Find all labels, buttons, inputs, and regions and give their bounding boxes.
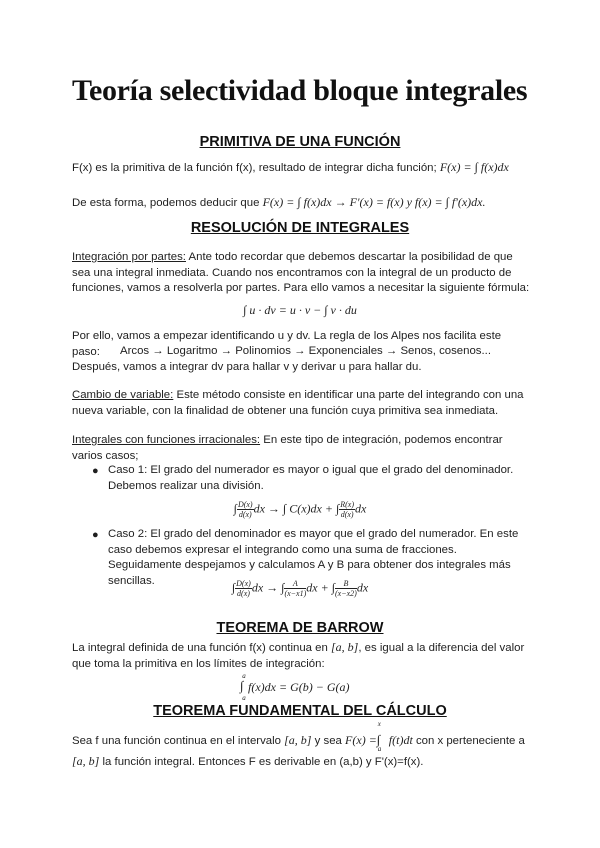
alpes-after: Después, vamos a integrar dv para hallar v y derivar u para hallar du. xyxy=(72,361,422,373)
fraction-denominator: d(x) xyxy=(237,589,250,598)
integral-sign-icon: ∫ xyxy=(376,732,381,747)
cambio-paragraph xyxy=(72,388,532,419)
fraction-numerator: D(x) xyxy=(237,500,253,509)
primitiva-deduction-formula: F(x) = ∫ f(x)dx → F'(x) = f(x) y f(x) = ∫ f'(x)dx. xyxy=(262,195,486,209)
caso1-formula: ∫ $\frac{D(x)}{d(x)}$ dx → ∫ C(x)dx + ∫ $\frac{R(x)}{d(x)}$ dx xyxy=(233,500,367,519)
fraction-numerator: A xyxy=(284,579,306,589)
fraction-numerator: B xyxy=(335,579,357,589)
fraction-denominator: (x−x1) xyxy=(284,589,307,598)
fundamental-interval: [a, b] xyxy=(284,732,312,747)
fundamental-fx: F(x) = xyxy=(345,732,377,747)
primitiva-deduction-text: De esta forma, podemos deducir que xyxy=(72,197,263,209)
barrow-text-1: La integral definida de una función f(x) continua en xyxy=(72,642,331,654)
fundamental-integral xyxy=(376,720,389,753)
fundamental-line-1 xyxy=(72,720,552,753)
heading-primitiva: PRIMITIVA DE UNA FUNCIÓN xyxy=(199,134,401,150)
irracionales-label: Integrales con funciones irracionales: xyxy=(72,434,261,446)
integral-sign-icon: ∫ xyxy=(240,678,244,693)
irracionales-text: En este tipo de integración, podemos encontrar varios casos; xyxy=(72,434,503,462)
caso2-formula-part: dx xyxy=(356,580,369,595)
fundamental-upper-limit: x xyxy=(377,720,381,728)
fraction-numerator: R(x) xyxy=(340,500,355,509)
cambio-text: Este método consiste en identificar una parte del integrando con una nueva variable, con la finalidad de obtener una función cuya primitiva sea inmediata. xyxy=(72,389,524,417)
caso1-text: Caso 1: El grado del numerador es mayor o igual que el grado del denominador. Debemos realizar una división. xyxy=(108,464,514,492)
primitiva-formula: F(x) = ∫ f(x)dx xyxy=(439,160,509,174)
bullet-icon: ● xyxy=(92,465,99,477)
fraction-denominator: d(x) xyxy=(238,510,252,519)
caso2-fraction-1 xyxy=(235,579,252,598)
caso2-text: Caso 2: El grado del denominador es mayor que el grado del numerador. En este caso debemos expresar el integrando como una suma de fracciones. Seguidamente despejamos y calculamos A y B para obtener dos integrales más sencillas. xyxy=(108,528,519,587)
partes-formula: ∫ u · dv = u · v − ∫ v · du xyxy=(243,303,357,317)
partes-text: Ante todo recordar que debemos descartar la posibilidad de que sea una integral inmediata. Cuando nos encontramos con la integral de un producto de funciones, vamos a resolverla por partes. Para ello vamos a necesitar la siguiente fórmula: xyxy=(72,251,530,294)
bullet-icon: ● xyxy=(92,529,99,541)
caso1-formula-end: dx xyxy=(355,501,367,516)
primitiva-definition xyxy=(72,160,532,177)
fundamental-lower-limit: a xyxy=(377,745,382,753)
alpes-paragraph: Por ello, vamos a empezar identificando u y dv. La regla de los Alpes nos facilita este paso: xyxy=(72,330,502,358)
barrow-upper-limit: a xyxy=(242,672,246,680)
heading-resolucion: RESOLUCIÓN DE INTEGRALES xyxy=(190,220,410,236)
page-title: Teoría selectividad bloque integrales xyxy=(72,74,528,107)
primitiva-deduction xyxy=(72,195,542,212)
caso2-fraction-2 xyxy=(284,579,306,598)
caso1-fraction-2 xyxy=(339,500,355,519)
fundamental-text-2: y sea xyxy=(311,734,346,747)
cambio-label: Cambio de variable: xyxy=(72,389,174,401)
barrow-lower-limit: a xyxy=(242,694,246,702)
caso2-formula-part: dx + ∫ xyxy=(306,580,335,595)
caso2-formula-part: dx → ∫ xyxy=(251,580,285,595)
caso2-formula: ∫ $\frac{D(x)}{d(x)}$ dx → ∫ $\frac{A}{(x-x1)}$ dx + ∫ $\frac{B}{(x-x2)}$ dx xyxy=(231,579,369,598)
fundamental-integrand: f(t)dt xyxy=(388,732,413,747)
barrow-formula: f(x)dx = G(b) − G(a) xyxy=(248,680,350,694)
partes-paragraph xyxy=(72,250,532,297)
alpes-rule: Arcos → Logaritmo → Polinomios → Exponenciales → Senos, cosenos... xyxy=(120,345,491,357)
fraction-denominator: (x−x2) xyxy=(334,589,357,598)
barrow-paragraph xyxy=(72,640,532,672)
barrow-text-2: , es igual a la diferencia del valor que toma la primitiva en los límites de integración: xyxy=(72,642,525,670)
fundamental-interval-2: [a, b] xyxy=(72,754,100,768)
heading-fundamental: TEOREMA FUNDAMENTAL DEL CÁLCULO xyxy=(153,703,447,719)
fundamental-text-1: Sea f una función continua en el intervalo xyxy=(72,734,285,747)
fundamental-text-3: con x perteneciente a xyxy=(412,734,525,747)
irracionales-paragraph xyxy=(72,433,532,464)
fundamental-text-4: la función integral. Entonces F es derivable en (a,b) y F'(x)=f(x). xyxy=(99,756,424,768)
barrow-interval: [a, b] xyxy=(331,640,359,654)
partes-label: Integración por partes: xyxy=(72,251,186,263)
caso2-fraction-3 xyxy=(335,579,357,598)
fundamental-line-2 xyxy=(72,754,552,771)
caso1-fraction-1 xyxy=(237,500,254,519)
caso1-formula-mid: dx → ∫ C(x)dx + ∫ xyxy=(253,501,340,516)
fraction-denominator: d(x) xyxy=(340,510,354,519)
primitiva-definition-text: F(x) es la primitiva de la función f(x), resultado de integrar dicha función; xyxy=(72,162,440,174)
heading-barrow: TEOREMA DE BARROW xyxy=(216,620,384,636)
fraction-numerator: D(x) xyxy=(236,579,251,588)
